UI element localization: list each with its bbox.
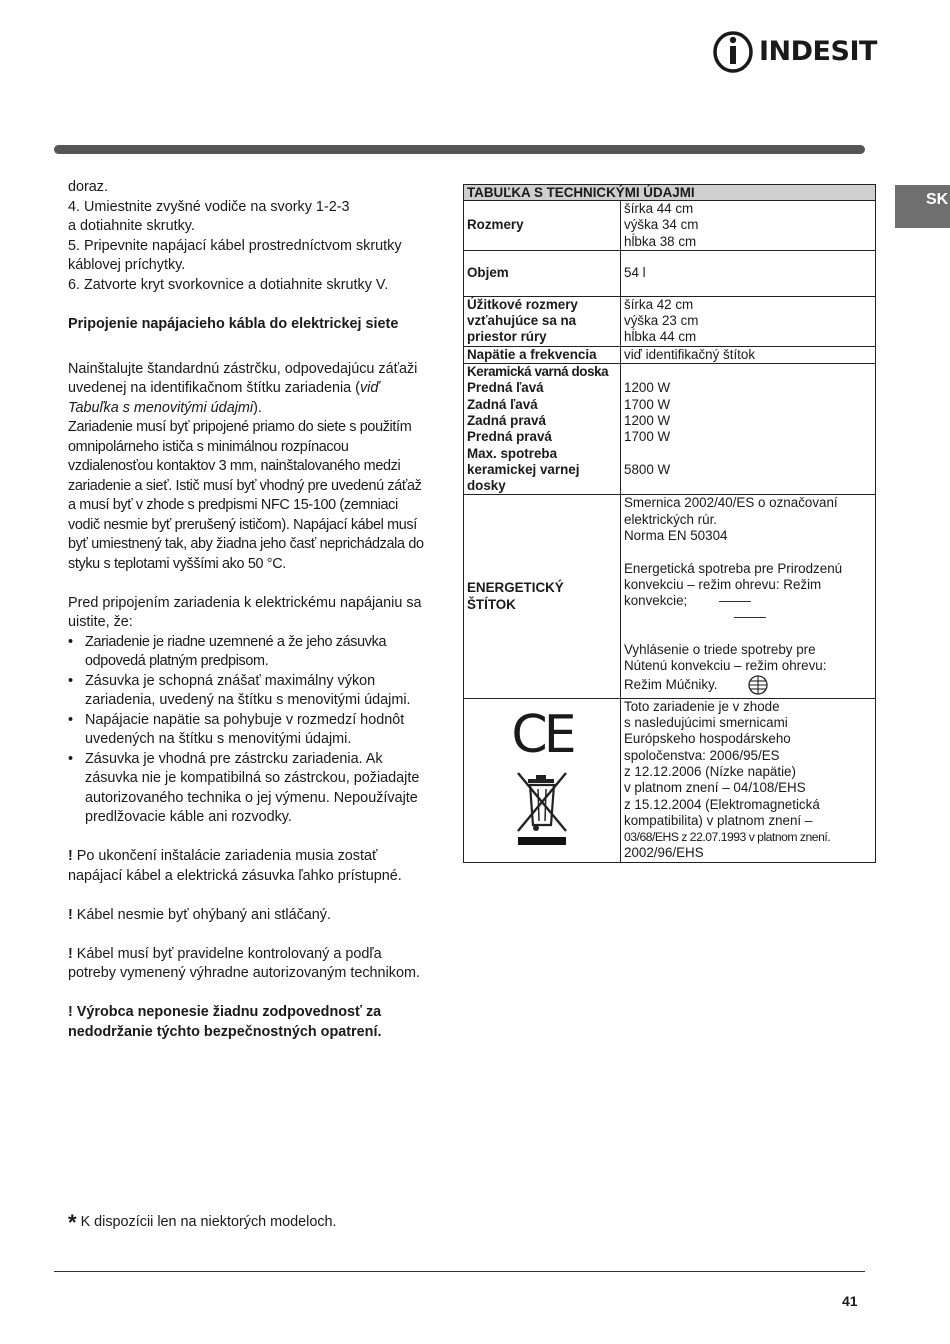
warning-line: ! Výrobca neponesie žiadnu zodpovednosť za — [68, 1004, 382, 1020]
text-line: 6. Zatvorte kryt svorkovnice a dotiahnite skrutky V. — [68, 276, 389, 293]
table-row: Napätie a frekvencia viď identifikačný štítok — [464, 346, 876, 363]
fan-oven-icon — [745, 675, 771, 695]
table-title: TABUĽKA S TECHNICKÝMI ÚDAJMI — [464, 185, 876, 201]
text-line: odpovedá platným predpisom. — [85, 653, 269, 669]
text-line: káblovej príchytky. — [68, 257, 186, 273]
bullet-line: • Zásuvka je schopná znášať maximálny výkon — [68, 672, 446, 692]
text-line: a musí byť v zhode s predpismi NFC 15-100 (zemniaci — [68, 497, 398, 513]
text-line: Zariadenie musí byť pripojené priamo do siete s použitím — [68, 419, 412, 435]
text-line: Nainštalujte štandardnú zástrčku, odpovedajúcu záťaži — [68, 360, 418, 377]
text-line: zásuvka nie je kompatibilná so zástrckou, požiadajte — [85, 770, 420, 786]
left-column — [68, 178, 446, 1042]
language-tab: SK — [895, 185, 950, 228]
section-heading: Pripojenie napájacieho kábla do elektrickej siete — [68, 315, 399, 332]
warning-line: ! Po ukončení inštalácie zariadenia musia zostať — [68, 848, 378, 864]
text-line: uvedených na štítku s menovitými údajmi. — [85, 731, 352, 747]
text-line: styku s teplotami vyššími ako 50 °C. — [68, 555, 286, 572]
footnote: * K dispozícii len na niektorých modeloch. — [68, 1210, 337, 1235]
table-row: CE Toto zariadenie je v zhode s nasledujúcimi smernicami Európskeho hospodárskeho spoločenstva: 2006/95/ES z 12.12.2006 (Nízke napätie) v platnom znení – 04/108/EHS z 15.12.2004 (Elektromagnetická kompatibilita) v platnom znení – 03/68/EHS z 22.07.1993 v platnom znení. 2002/96/EHS — [464, 698, 876, 862]
text-line: Pred pripojením zariadenia k elektrickému napájaniu sa — [68, 594, 422, 611]
table-row: Rozmery šírka 44 cm výška 34 cm hĺbka 38 cm — [464, 201, 876, 251]
text-line: nedodržanie týchto bezpečnostných opatrení. — [68, 1023, 382, 1040]
table-row: ENERGETICKÝ ŠTÍTOK Smernica 2002/40/ES o označovaní elektrických rúr. Norma EN 50304 Energetická spotreba pre Prirodzenú konvekciu – režim ohrevu: Režim konvekcie; Vyhlásenie o triede spotreby pre Nútenú konvekciu – režim ohrevu: Režim Múčniky. — [464, 495, 876, 698]
text-line: a dotiahnite skrutky. — [68, 218, 195, 234]
table-row: Keramická varná doska Predná ľavá Zadná ľavá Zadná pravá Predná pravá Max. spotreba keramickej varnej dosky 1200 W 1700 W 1200 W 1700 W 5800 W — [464, 364, 876, 495]
table-row: Objem 54 l — [464, 250, 876, 296]
text-line: Tabuľka s menovitými údajmi). — [68, 399, 262, 416]
text-line: uistite, že: — [68, 614, 133, 630]
warning-line: ! Kábel nesmie byť ohýbaný ani stláčaný. — [68, 906, 331, 923]
text-line: byť umiestnený tak, aby žiadna jeho časť neprichádzala do — [68, 536, 424, 552]
text-line: autorizovaného technika o jej výmenu. Nepoužívajte — [85, 789, 418, 806]
text-line: 5. Pripevnite napájací kábel prostredníctvom skrutky — [68, 237, 402, 254]
text-line: napájací kábel a elektrická zásuvka ľahko prístupné. — [68, 867, 402, 884]
footer-rule — [54, 1271, 865, 1272]
header-bar — [54, 145, 865, 154]
technical-data-table — [463, 184, 876, 863]
text-line: vodič nesmie byť prerušený ističom). Napájací kábel musí — [68, 516, 417, 533]
text-line: potreby vymenený výhradne autorizovaným technikom. — [68, 965, 420, 981]
text-line: zariadenia, uvedený na štítku s menovitými údajmi. — [85, 692, 411, 708]
text-line: doraz. — [68, 179, 108, 195]
warning-line: ! Kábel musí byť pravidelne kontrolovaný a podľa — [68, 945, 382, 962]
bullet-line: • Zásuvka je vhodná pre zástrcku zariadenia. Ak — [68, 750, 446, 770]
brand-name: INDESIT — [759, 36, 877, 67]
text-line: predlžovacie káble ani rozvodky. — [85, 809, 292, 825]
text-line: zariadenie a sieť. Istič musí byť vhodný pre uvedenú záťaž — [68, 477, 422, 494]
text-line: vzdialenosťou kontaktov 3 mm, nainštalovaného medzi — [68, 458, 401, 474]
text-line: uvedenej na identifikačnom štítku zariadenia (viď — [68, 380, 380, 396]
text-line: 4. Umiestnite zvyšné vodiče na svorky 1-2-3 — [68, 198, 350, 215]
table-row: Úžitkové rozmery vzťahujúce sa na priestor rúry šírka 42 cm výška 23 cm hĺbka 44 cm — [464, 296, 876, 346]
ce-mark: CE — [511, 705, 573, 766]
bullet-line: • Napájacie napätie sa pohybuje v rozmedzí hodnôt — [68, 711, 446, 731]
page-number: 41 — [842, 1293, 858, 1309]
text-line: omnipolárneho ističa s minimálnou rozpínacou — [68, 438, 349, 455]
weee-bin-icon — [514, 769, 570, 849]
bullet-line: • Zariadenie je riadne uzemnené a že jeho zásuvka — [68, 633, 446, 653]
